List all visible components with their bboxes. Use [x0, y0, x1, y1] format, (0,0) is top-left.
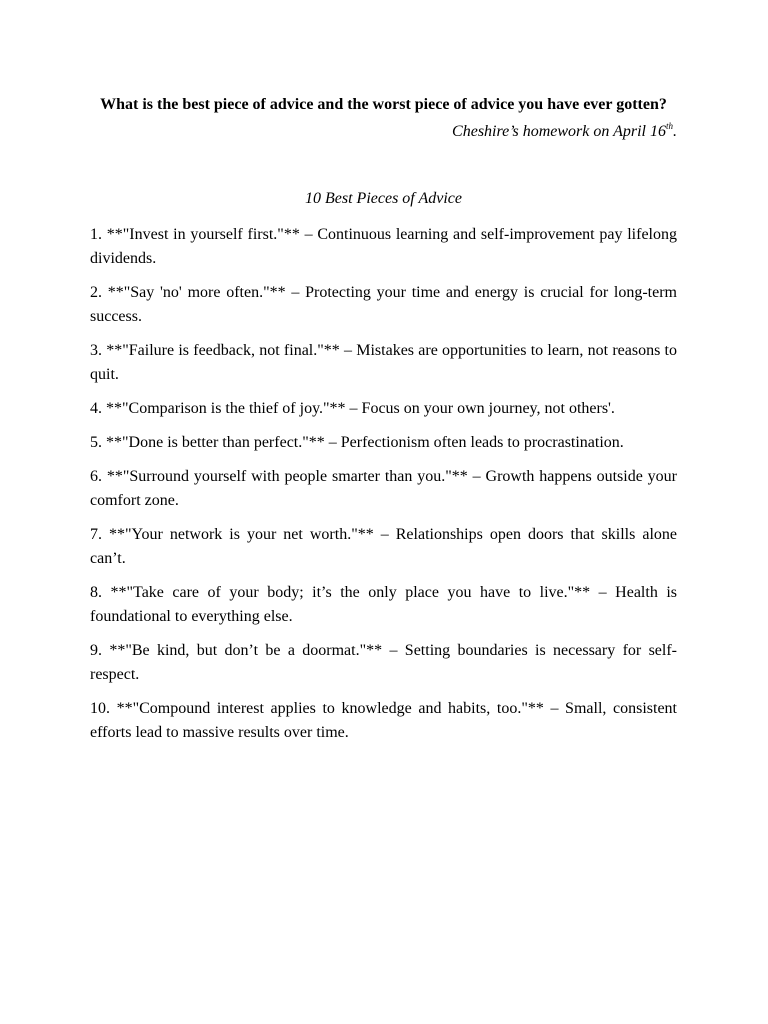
advice-item-9: 9. **"Be kind, but don’t be a doormat."** – Setting boundaries is necessary for self-respect.	[90, 642, 677, 683]
section-title: 10 Best Pieces of Advice	[305, 190, 462, 207]
advice-item-2: 2. **"Say 'no' more often."** – Protecting your time and energy is crucial for long-term success.	[90, 284, 677, 325]
document-title: What is the best piece of advice and the worst piece of advice you have ever gotten?	[100, 96, 667, 113]
document-page	[90, 93, 677, 755]
document-byline	[90, 120, 677, 144]
advice-item-1: 1. **"Invest in yourself first."** – Continuous learning and self-improvement pay lifelong dividends.	[90, 226, 677, 267]
byline-suffix: .	[673, 123, 677, 140]
advice-item-6: 6. **"Surround yourself with people smarter than you."** – Growth happens outside your comfort zone.	[90, 468, 677, 509]
advice-item-7: 7. **"Your network is your net worth."** – Relationships open doors that skills alone can’t.	[90, 526, 677, 567]
byline-superscript: th	[665, 120, 673, 131]
advice-item-3: 3. **"Failure is feedback, not final."** – Mistakes are opportunities to learn, not reasons to quit.	[90, 342, 677, 383]
advice-item-5: 5. **"Done is better than perfect."** – Perfectionism often leads to procrastination.	[90, 434, 624, 451]
advice-item-8: 8. **"Take care of your body; it’s the only place you have to live."** – Health is foundational to everything else.	[90, 584, 677, 625]
advice-item-4: 4. **"Comparison is the thief of joy."** – Focus on your own journey, not others'.	[90, 400, 615, 417]
advice-item-10: 10. **"Compound interest applies to knowledge and habits, too."** – Small, consistent efforts lead to massive results over time.	[90, 700, 677, 741]
advice-list	[90, 223, 677, 745]
byline-text: Cheshire’s homework on April 16	[452, 123, 666, 140]
